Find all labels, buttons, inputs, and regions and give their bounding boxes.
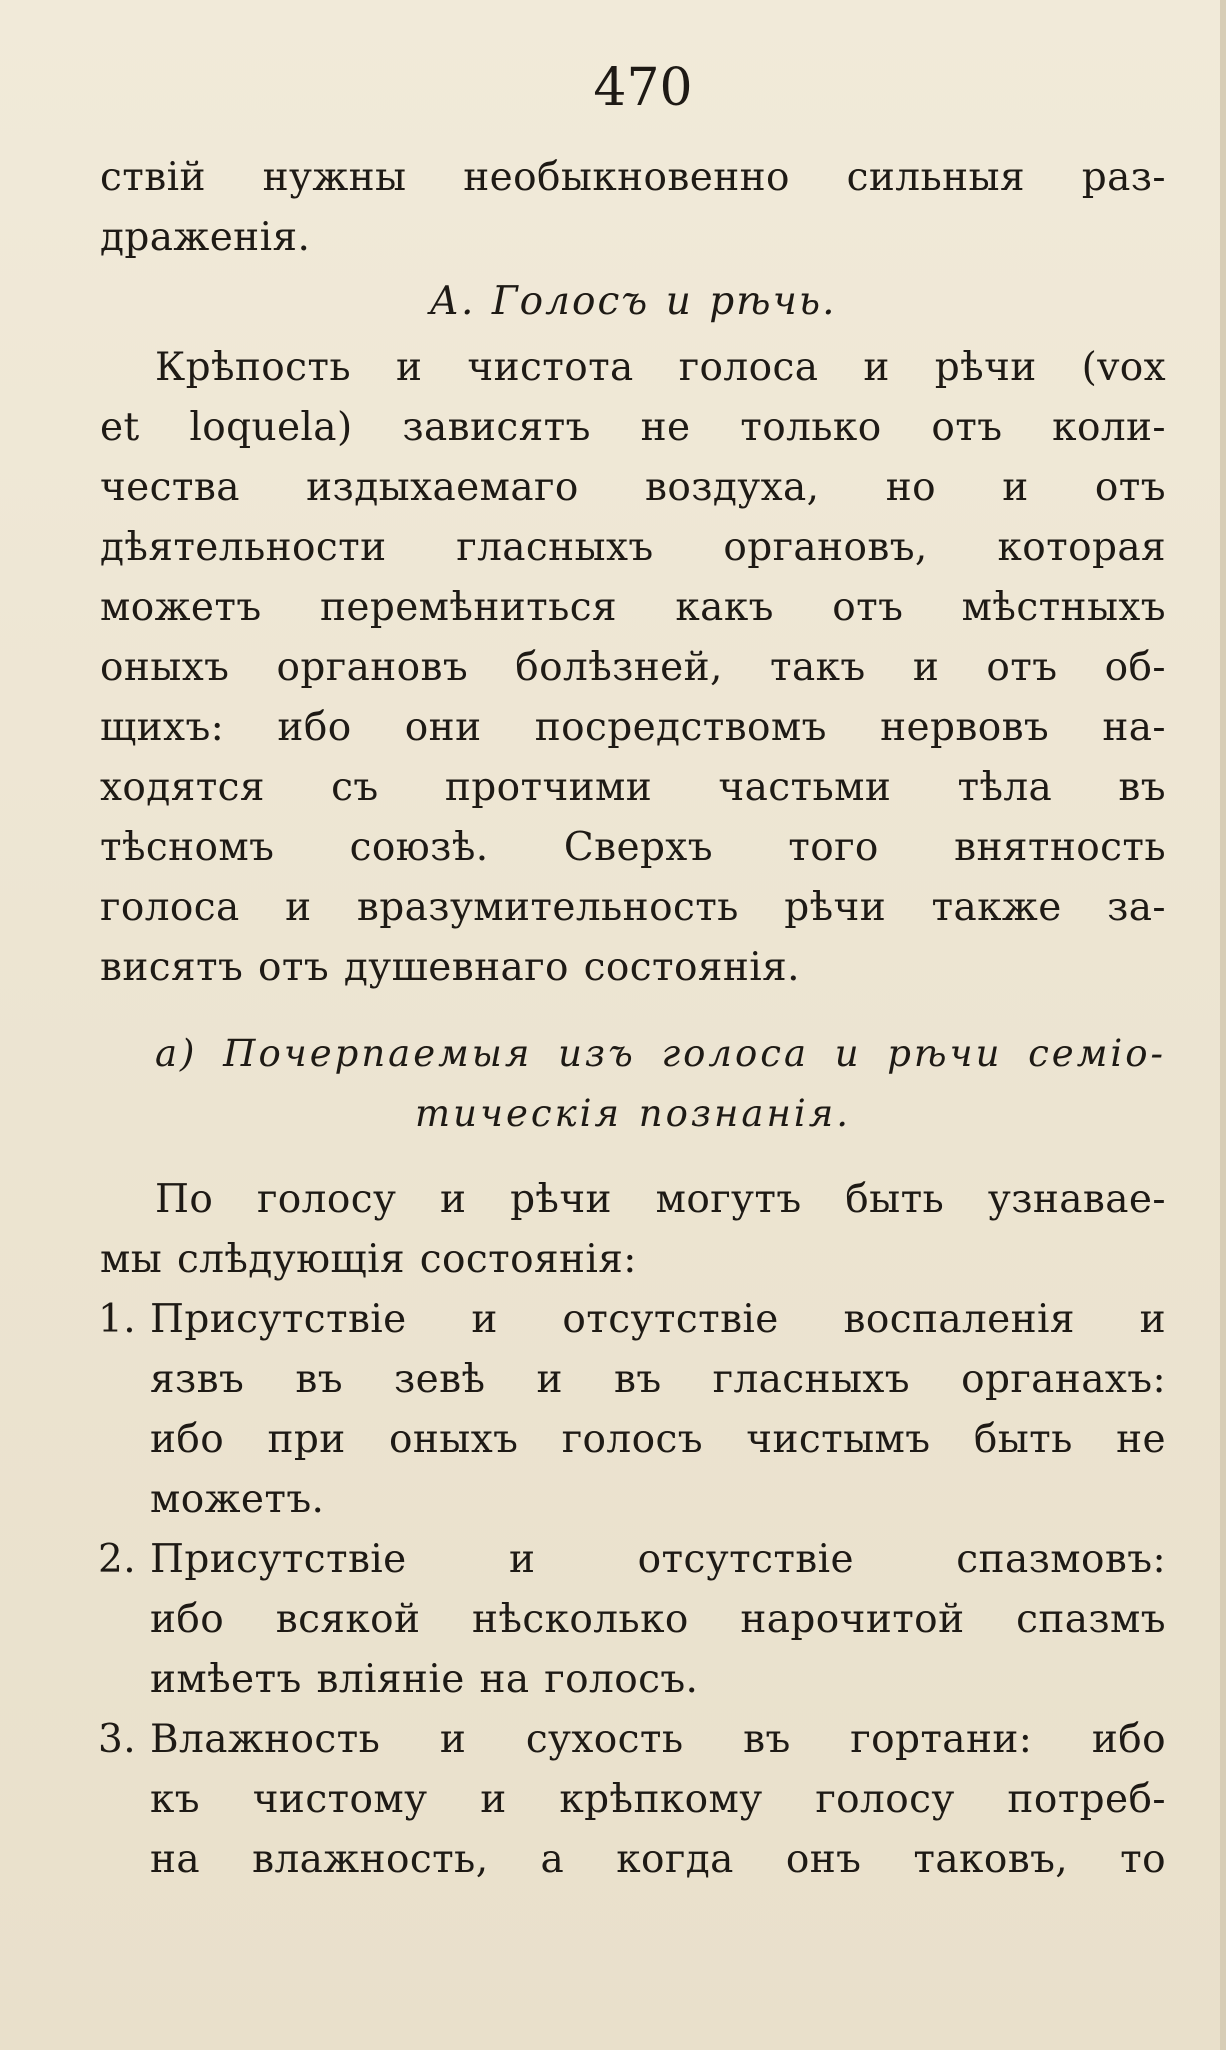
list-item-text [100,1290,1166,1530]
text-line: на влажность, а когда онъ таковъ, то [150,1837,1166,1882]
text-line: ибо всякой нѣсколько нарочитой спазмъ [150,1597,1166,1642]
text-line: Присутствіе и отсутствіе воспаленія и [150,1297,1166,1342]
text-line: ходятся съ протчими частьми тѣла въ [100,765,1166,810]
list-item [100,1290,1166,1530]
text-line: можетъ перемѣниться какъ отъ мѣстныхъ [100,585,1166,630]
text-line: мы слѣдующія состоянія: [100,1237,637,1282]
list-number: 2. [98,1537,137,1582]
page-edge [1220,0,1226,2050]
text-line: висятъ отъ душевнаго состоянія. [100,945,800,990]
list-item-text [100,1710,1166,1890]
list-item [100,1710,1166,1890]
text-line: можетъ. [150,1477,325,1522]
text-line: имѣетъ вліяніе на голосъ. [150,1657,699,1702]
list-item-text [100,1530,1166,1710]
text-line: драженія. [100,215,311,260]
subsection-title-line: тическія познанія. [415,1092,851,1135]
text-line: тѣсномъ союзѣ. Сверхъ того внятность [100,825,1166,870]
numbered-list [100,1290,1166,1890]
text-line: голоса и вразумительность рѣчи также за- [100,885,1166,930]
section-title: А. Голосъ и рѣчь. [429,279,837,324]
list-number: 3. [98,1717,137,1762]
text-line: чества издыхаемаго воздуха, но и отъ [100,465,1166,510]
text-line: къ чистому и крѣпкому голосу потреб- [150,1777,1166,1822]
text-line: Крѣпость и чистота голоса и рѣчи (vox [155,345,1166,390]
subsection-title-line: a) Почерпаемыя изъ голоса и рѣчи семіо- [155,1032,1166,1075]
text-line: ствій нужны необыкновенно сильныя раз- [100,155,1166,200]
text-line: По голосу и рѣчи могутъ быть узнавае- [155,1177,1166,1222]
text-line: ибо при оныхъ голосъ чистымъ быть не [150,1417,1166,1462]
list-item [100,1530,1166,1710]
text-line: et loquela) зависятъ не только отъ коли- [100,405,1166,450]
paragraph-states [100,1170,1166,1290]
subsection-title [100,1024,1166,1144]
list-number: 1. [98,1297,137,1342]
text-line: оныхъ органовъ болѣзней, такъ и отъ об- [100,645,1166,690]
text-line: дѣятельности гласныхъ органовъ, которая [100,525,1166,570]
text-line: Влажность и сухость въ гортани: ибо [150,1717,1166,1762]
text-line: язвъ въ зевѣ и въ гласныхъ органахъ: [150,1357,1166,1402]
spacer [100,998,1166,1024]
page-number: 470 [593,58,693,118]
text-line: щихъ: ибо они посредствомъ нервовъ на- [100,705,1166,750]
paragraph-voice-speech [100,338,1166,998]
spacer [100,1144,1166,1170]
opening-text [100,148,1166,268]
text-line: Присутствіе и отсутствіе спазмовъ: [150,1537,1166,1582]
